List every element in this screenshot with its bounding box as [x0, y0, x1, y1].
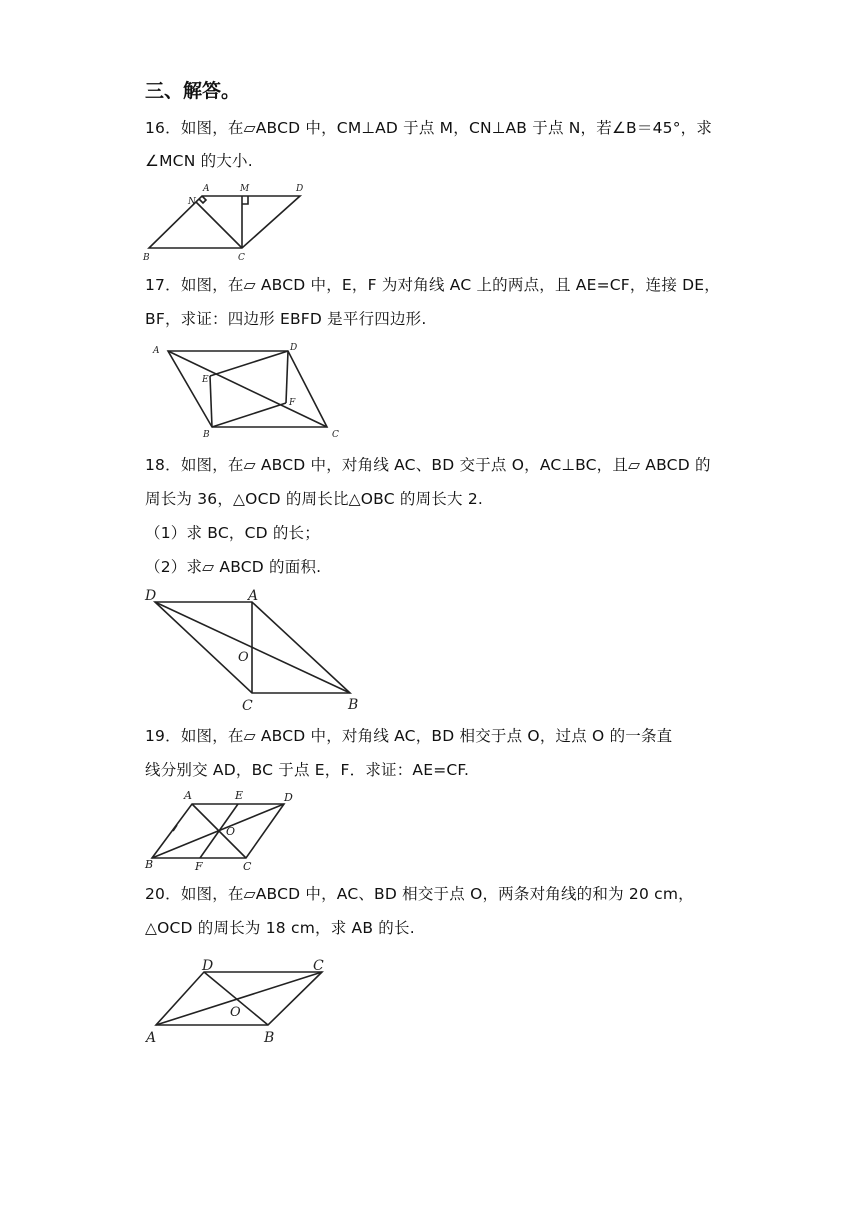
problem-18-line-4: （2）求▱ ABCD 的面积.	[145, 558, 322, 576]
label-f: F	[289, 398, 296, 408]
label-b: B	[145, 858, 154, 871]
label-a: A	[146, 1030, 157, 1046]
figure-20	[140, 950, 340, 1050]
figure-18	[140, 585, 380, 715]
problem-19-line-2: 线分别交 AD，BC 于点 E，F．求证：AE=CF.	[145, 761, 470, 779]
label-o: O	[226, 825, 236, 838]
problem-18-line-1: 18．如图，在▱ ABCD 中，对角线 AC、BD 交于点 O，AC⊥BC，且▱ ABCD 的	[145, 456, 711, 474]
label-a: A	[203, 184, 210, 194]
figure-17	[148, 340, 348, 445]
label-c: C	[243, 860, 252, 873]
label-a: A	[184, 789, 192, 802]
figure-16	[140, 180, 320, 265]
label-a: A	[153, 346, 160, 356]
problem-17-line-1: 17．如图，在▱ ABCD 中，E，F 为对角线 AC 上的两点，且 AE=CF，连接 DE，	[145, 276, 720, 294]
label-c: C	[238, 253, 245, 263]
problem-18-line-3: （1）求 BC，CD 的长；	[145, 524, 320, 542]
problem-20-line-1: 20．如图，在▱ABCD 中，AC、BD 相交于点 O，两条对角线的和为 20 cm，	[145, 885, 694, 903]
label-a: A	[248, 588, 259, 604]
label-e: E	[235, 789, 244, 802]
label-c: C	[242, 698, 253, 714]
section-heading: 三、解答。	[145, 80, 241, 102]
label-c: C	[332, 430, 339, 440]
label-m: M	[240, 184, 250, 194]
label-f: F	[195, 860, 203, 873]
label-d: D	[290, 343, 298, 353]
label-d: D	[296, 184, 304, 194]
label-n: N	[188, 197, 196, 207]
label-b: B	[348, 697, 359, 713]
problem-20-line-2: △OCD 的周长为 18 cm，求 AB 的长.	[145, 919, 415, 937]
label-o: O	[238, 650, 249, 665]
label-b: B	[264, 1030, 275, 1046]
label-b: B	[143, 253, 150, 263]
label-o: O	[230, 1005, 241, 1020]
label-d: D	[284, 791, 293, 804]
label-b: B	[203, 430, 210, 440]
problem-16-line-2: ∠MCN 的大小.	[145, 152, 253, 170]
problem-17-line-2: BF，求证：四边形 EBFD 是平行四边形.	[145, 310, 427, 328]
label-e: E	[202, 375, 209, 385]
figure-19	[140, 788, 310, 880]
problem-18-line-2: 周长为 36，△OCD 的周长比△OBC 的周长大 2.	[145, 490, 484, 508]
label-d: D	[145, 588, 157, 604]
label-d: D	[202, 958, 214, 974]
problem-16-line-1: 16．如图，在▱ABCD 中，CM⊥AD 于点 M，CN⊥AB 于点 N，若∠B＝45°，求	[145, 119, 713, 137]
problem-19-line-1: 19．如图，在▱ ABCD 中，对角线 AC，BD 相交于点 O，过点 O 的一条直	[145, 727, 673, 745]
label-c: C	[313, 958, 324, 974]
